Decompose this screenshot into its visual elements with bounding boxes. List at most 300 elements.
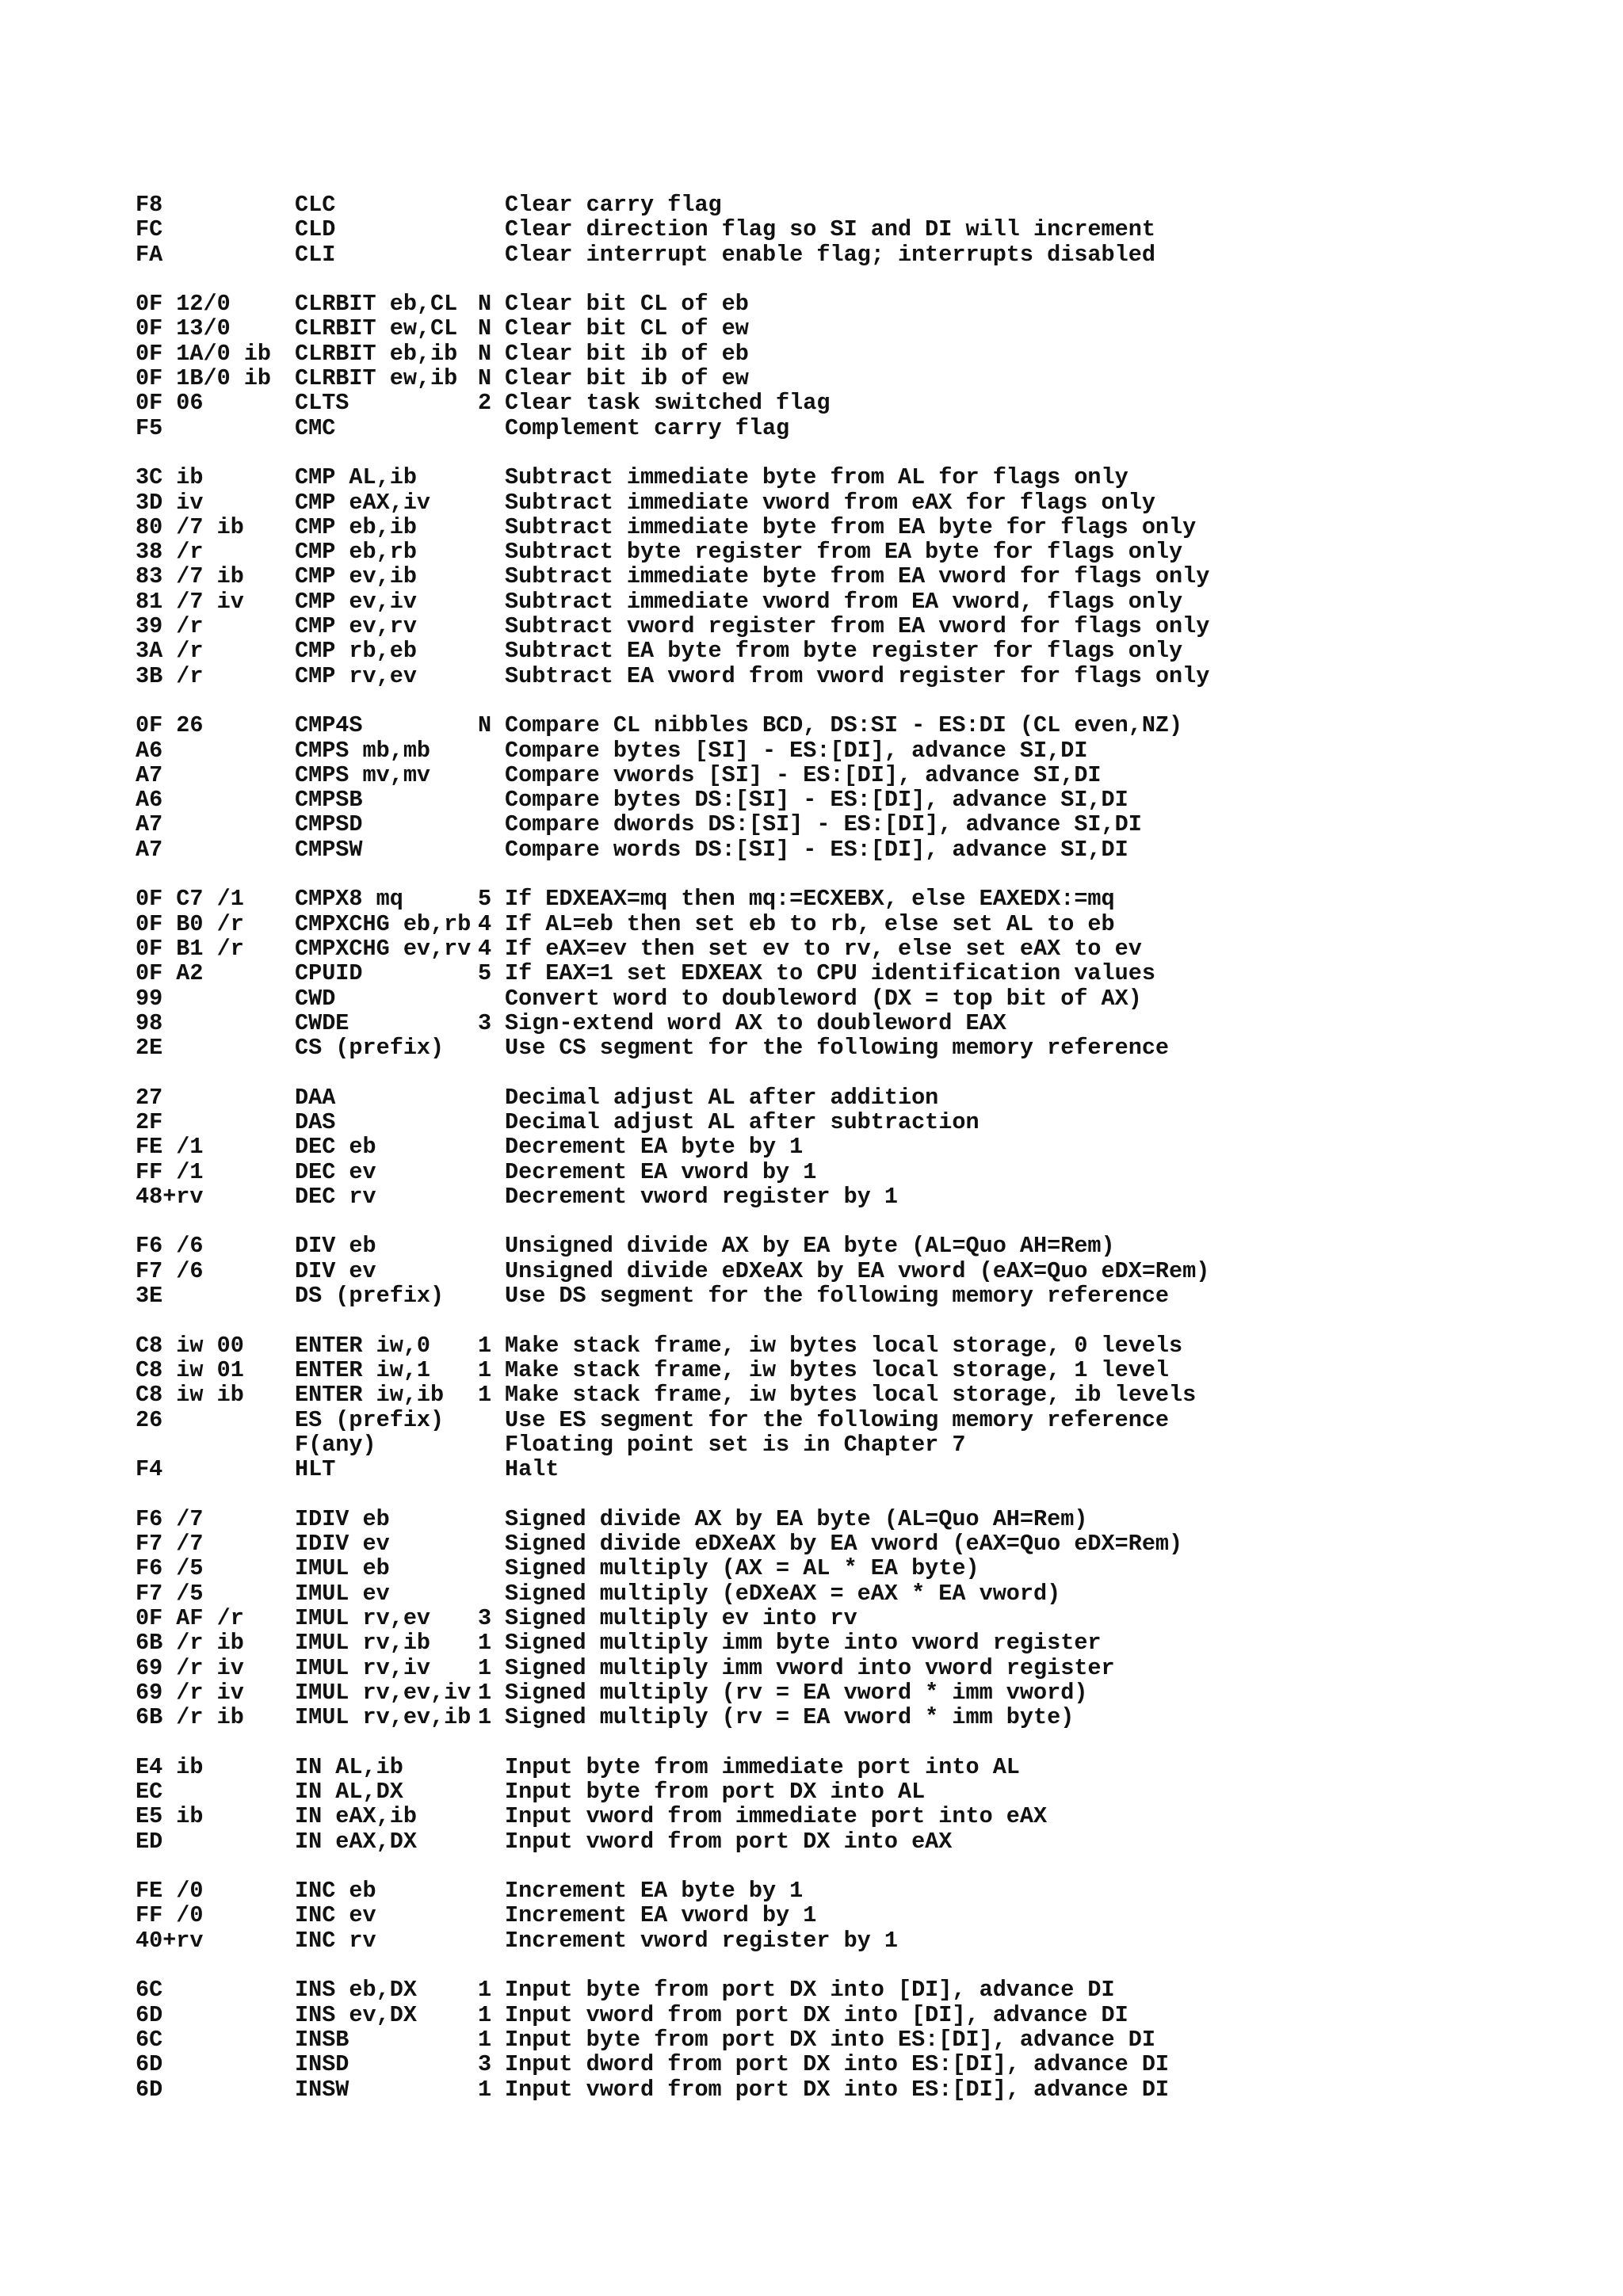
description-cell: Floating point set is in Chapter 7	[505, 1431, 966, 1458]
description-cell: Clear carry flag	[505, 192, 722, 218]
instruction-row	[136, 242, 1578, 267]
opcode-cell: FE /1	[136, 1134, 204, 1161]
processor-flag-cell	[478, 1581, 505, 1606]
opcode-cell: 0F 1A/0 ib	[136, 340, 272, 367]
opcode-cell: F7 /7	[136, 1531, 204, 1558]
opcode-cell: 2F	[136, 1108, 163, 1135]
processor-flag-cell	[478, 763, 505, 788]
processor-flag-cell	[478, 837, 505, 862]
instruction-row	[136, 986, 1578, 1011]
processor-flag-cell	[478, 1408, 505, 1432]
opcode-cell: 0F B1 /r	[136, 935, 244, 962]
processor-flag-cell	[478, 416, 505, 441]
description-cell: Increment EA vword by 1	[505, 1902, 817, 1929]
group-separator	[136, 688, 1578, 713]
description-cell: Clear bit ib of eb	[505, 340, 749, 367]
processor-flag-cell	[478, 1085, 505, 1110]
opcode-cell: 0F AF /r	[136, 1604, 244, 1631]
opcode-cell: 83 /7 ib	[136, 563, 244, 590]
processor-flag-cell	[478, 465, 505, 490]
instruction-row	[136, 1110, 1578, 1135]
group-separator	[136, 1953, 1578, 1978]
description-cell: Subtract immediate vword from EA vword, flags only	[505, 588, 1183, 615]
processor-flag-cell: 3	[478, 1009, 492, 1036]
instruction-cell: DIV ev	[295, 1257, 376, 1284]
processor-flag-cell: 1	[478, 1382, 492, 1409]
instruction-cell: CLD	[295, 216, 336, 243]
instruction-row	[136, 1630, 1578, 1655]
instruction-row	[136, 490, 1578, 515]
description-cell: Increment vword register by 1	[505, 1927, 898, 1954]
group-separator	[136, 1209, 1578, 1234]
instruction-cell: CWDE	[295, 1009, 349, 1036]
instruction-cell: CPUID	[295, 960, 363, 987]
instruction-cell: CLRBIT eb,CL	[295, 291, 458, 318]
instruction-cell: CMP eAX,iv	[295, 489, 431, 516]
opcode-cell: 98	[136, 1009, 163, 1036]
processor-flag-cell: 1	[478, 1630, 492, 1657]
instruction-row	[136, 1755, 1578, 1779]
description-cell: Clear bit CL of ew	[505, 315, 749, 342]
instruction-row	[136, 1184, 1578, 1209]
instruction-cell: CLRBIT eb,ib	[295, 340, 458, 367]
description-cell: Input byte from port DX into [DI], advance DI	[505, 1977, 1115, 2004]
instruction-row	[136, 416, 1578, 441]
description-cell: Clear bit ib of ew	[505, 365, 749, 392]
instruction-row	[136, 193, 1578, 217]
opcode-cell: F6 /6	[136, 1233, 204, 1260]
instruction-cell: DS (prefix)	[295, 1283, 445, 1310]
description-cell: If eAX=ev then set ev to rv, else set eAX to ev	[505, 935, 1142, 962]
instruction-cell: IDIV ev	[295, 1531, 390, 1558]
instruction-row	[136, 1878, 1578, 1903]
description-cell: Decrement EA byte by 1	[505, 1134, 804, 1161]
opcode-cell: 80 /7 ib	[136, 513, 244, 540]
instruction-cell: CWD	[295, 985, 336, 1012]
description-cell: Compare words DS:[SI] - ES:[DI], advance SI,DI	[505, 836, 1128, 863]
instruction-cell: IN eAX,ib	[295, 1803, 417, 1830]
opcode-cell: ED	[136, 1828, 163, 1855]
instruction-row	[136, 1160, 1578, 1184]
instruction-cell: CMP4S	[295, 712, 363, 739]
instruction-row	[136, 1507, 1578, 1531]
description-cell: Input byte from port DX into ES:[DI], advance DI	[505, 2026, 1155, 2053]
processor-flag-cell	[478, 1507, 505, 1531]
processor-flag-cell: 1	[478, 1356, 492, 1383]
opcode-cell: 6B /r ib	[136, 1704, 244, 1731]
description-cell: Subtract EA vword from vword register for flags only	[505, 662, 1210, 689]
processor-flag-cell	[478, 1878, 505, 1903]
instruction-row	[136, 1581, 1578, 1606]
description-cell: Clear bit CL of eb	[505, 291, 749, 318]
description-cell: If EAX=1 set EDXEAX to CPU identification values	[505, 960, 1155, 987]
instruction-cell: INS ev,DX	[295, 2001, 417, 2028]
instruction-row	[136, 1531, 1578, 1556]
instruction-row	[136, 812, 1578, 837]
instruction-cell: CMP rv,ev	[295, 662, 417, 689]
opcode-cell: 48+rv	[136, 1183, 204, 1210]
opcode-cell: 2E	[136, 1035, 163, 1062]
opcode-listing	[136, 193, 1578, 2102]
description-cell: Subtract immediate byte from EA vword for flags only	[505, 563, 1210, 590]
instruction-row	[136, 1408, 1578, 1432]
instruction-row	[136, 1680, 1578, 1705]
opcode-cell: F4	[136, 1456, 163, 1483]
instruction-cell: DEC rv	[295, 1183, 376, 1210]
opcode-cell: 3D iv	[136, 489, 204, 516]
processor-flag-cell: N	[478, 340, 492, 367]
description-cell: Signed multiply (rv = EA vword * imm vword)	[505, 1679, 1088, 1706]
opcode-cell: F7 /6	[136, 1257, 204, 1284]
opcode-cell: A7	[136, 836, 163, 863]
processor-flag-cell	[478, 564, 505, 589]
description-cell: Make stack frame, iw bytes local storage, 1 level	[505, 1356, 1170, 1383]
opcode-cell: 27	[136, 1084, 163, 1111]
instruction-cell: CMPSW	[295, 836, 363, 863]
instruction-row	[136, 589, 1578, 614]
instruction-cell: IDIV eb	[295, 1505, 390, 1532]
instruction-cell: CMP ev,rv	[295, 613, 417, 640]
processor-flag-cell: 4	[478, 910, 492, 937]
description-cell: Decrement EA vword by 1	[505, 1158, 817, 1185]
instruction-cell: CMPXCHG ev,rv	[295, 935, 472, 962]
opcode-cell: C8 iw ib	[136, 1382, 244, 1409]
description-cell: Compare CL nibbles BCD, DS:SI - ES:DI (CL even,NZ)	[505, 712, 1183, 739]
description-cell: If EDXEAX=mq then mq:=ECXEBX, else EAXEDX:=mq	[505, 886, 1115, 913]
instruction-row	[136, 664, 1578, 688]
opcode-cell: FA	[136, 241, 163, 268]
description-cell: Complement carry flag	[505, 414, 790, 441]
instruction-row	[136, 763, 1578, 788]
description-cell: Use DS segment for the following memory reference	[505, 1283, 1170, 1310]
description-cell: Compare dwords DS:[SI] - ES:[DI], advance SI,DI	[505, 811, 1142, 838]
description-cell: Decimal adjust AL after addition	[505, 1084, 939, 1111]
instruction-cell: CMPS mv,mv	[295, 761, 431, 788]
instruction-cell: INS eb,DX	[295, 1977, 417, 2004]
processor-flag-cell: 5	[478, 960, 492, 987]
description-cell: Signed multiply imm vword into vword register	[505, 1654, 1115, 1681]
instruction-cell: INC rv	[295, 1927, 376, 1954]
opcode-cell: 0F 1B/0 ib	[136, 365, 272, 392]
processor-flag-cell	[478, 1804, 505, 1829]
opcode-cell: C8 iw 01	[136, 1356, 244, 1383]
instruction-cell: CS (prefix)	[295, 1035, 445, 1062]
instruction-cell: CLTS	[295, 390, 349, 417]
description-cell: Subtract immediate byte from AL for flags only	[505, 464, 1128, 491]
instruction-row	[136, 1358, 1578, 1383]
instruction-cell: DAA	[295, 1084, 336, 1111]
opcode-cell: 0F A2	[136, 960, 204, 987]
description-cell: Signed multiply (rv = EA vword * imm byte)	[505, 1704, 1075, 1731]
instruction-row	[136, 1556, 1578, 1581]
description-cell: Input dword from port DX into ES:[DI], advance DI	[505, 2051, 1170, 2078]
instruction-cell: CLRBIT ew,CL	[295, 315, 458, 342]
processor-flag-cell	[478, 788, 505, 812]
opcode-cell: C8 iw 00	[136, 1332, 244, 1359]
opcode-cell: A6	[136, 787, 163, 814]
group-separator	[136, 1482, 1578, 1506]
instruction-cell: CLI	[295, 241, 336, 268]
instruction-row	[136, 1035, 1578, 1060]
instruction-row	[136, 1804, 1578, 1829]
opcode-cell: 3E	[136, 1283, 163, 1310]
description-cell: Use CS segment for the following memory reference	[505, 1035, 1170, 1062]
opcode-cell	[136, 1432, 295, 1457]
instruction-cell: IMUL rv,ev	[295, 1604, 431, 1631]
instruction-row	[136, 1779, 1578, 1804]
instruction-cell: INC eb	[295, 1878, 376, 1905]
instruction-cell: CMPX8 mq	[295, 886, 403, 913]
opcode-cell: 6B /r ib	[136, 1630, 244, 1657]
instruction-cell: IMUL rv,iv	[295, 1654, 431, 1681]
instruction-cell: IN AL,ib	[295, 1753, 403, 1780]
instruction-row	[136, 1234, 1578, 1258]
instruction-cell: DEC eb	[295, 1134, 376, 1161]
instruction-row	[136, 1333, 1578, 1358]
instruction-cell: IMUL rv,ev,ib	[295, 1704, 472, 1731]
processor-flag-cell	[478, 1556, 505, 1581]
group-separator	[136, 1060, 1578, 1085]
processor-flag-cell: 3	[478, 2051, 492, 2078]
instruction-row	[136, 465, 1578, 490]
processor-flag-cell	[478, 812, 505, 837]
instruction-row	[136, 1928, 1578, 1953]
processor-flag-cell	[478, 1755, 505, 1779]
instruction-row	[136, 2003, 1578, 2027]
instruction-row	[136, 614, 1578, 639]
description-cell: Input vword from port DX into eAX	[505, 1828, 953, 1855]
instruction-row	[136, 639, 1578, 663]
instruction-cell: F(any)	[295, 1431, 376, 1458]
instruction-cell: CMPSB	[295, 787, 363, 814]
processor-flag-cell	[478, 1035, 505, 1060]
description-cell: Clear interrupt enable flag; interrupts disabled	[505, 241, 1155, 268]
instruction-row	[136, 1085, 1578, 1110]
description-cell: Halt	[505, 1456, 559, 1483]
processor-flag-cell	[478, 986, 505, 1011]
opcode-cell: 39 /r	[136, 613, 204, 640]
processor-flag-cell: 1	[478, 2076, 492, 2103]
group-separator	[136, 1854, 1578, 1878]
instruction-cell: CMP AL,ib	[295, 464, 417, 491]
instruction-row	[136, 738, 1578, 763]
description-cell: Subtract EA byte from byte register for flags only	[505, 638, 1183, 665]
instruction-row	[136, 1829, 1578, 1854]
processor-flag-cell: N	[478, 712, 492, 739]
instruction-row	[136, 837, 1578, 862]
instruction-row	[136, 391, 1578, 415]
instruction-cell: IMUL eb	[295, 1555, 390, 1582]
instruction-cell: CMP ev,ib	[295, 563, 417, 590]
group-separator	[136, 1730, 1578, 1754]
instruction-cell: IMUL ev	[295, 1580, 390, 1607]
instruction-row	[136, 1656, 1578, 1680]
description-cell: Clear direction flag so SI and DI will increment	[505, 216, 1155, 243]
opcode-cell: F7 /5	[136, 1580, 204, 1607]
instruction-cell: CMP eb,ib	[295, 513, 417, 540]
description-cell: Make stack frame, iw bytes local storage, 0 levels	[505, 1332, 1183, 1359]
instruction-row	[136, 1978, 1578, 2002]
instruction-cell: CMPS mb,mb	[295, 737, 431, 764]
opcode-cell: 0F 06	[136, 390, 204, 417]
instruction-cell: ENTER iw,1	[295, 1356, 431, 1383]
instruction-row	[136, 2052, 1578, 2077]
opcode-cell: A7	[136, 761, 163, 788]
processor-flag-cell	[478, 540, 505, 564]
instruction-row	[136, 366, 1578, 391]
description-cell: Convert word to doubleword (DX = top bit of AX)	[505, 985, 1142, 1012]
processor-flag-cell	[478, 1903, 505, 1928]
instruction-row	[136, 1457, 1578, 1482]
instruction-row	[136, 912, 1578, 936]
opcode-cell: 99	[136, 985, 163, 1012]
processor-flag-cell: 4	[478, 935, 492, 962]
description-cell: Increment EA byte by 1	[505, 1878, 804, 1905]
instruction-row	[136, 515, 1578, 540]
instruction-row	[136, 961, 1578, 986]
processor-flag-cell	[478, 614, 505, 639]
opcode-cell: 0F 13/0	[136, 315, 231, 342]
instruction-row	[136, 540, 1578, 564]
opcode-cell: 6C	[136, 2026, 163, 2053]
processor-flag-cell: N	[478, 291, 492, 318]
opcode-cell: 0F 12/0	[136, 291, 231, 318]
instruction-row	[136, 1903, 1578, 1928]
processor-flag-cell: 1	[478, 2001, 492, 2028]
instruction-cell: INSD	[295, 2051, 349, 2078]
processor-flag-cell	[478, 1135, 505, 1159]
description-cell: Subtract immediate vword from eAX for flags only	[505, 489, 1155, 516]
processor-flag-cell: 1	[478, 1679, 492, 1706]
processor-flag-cell	[478, 242, 505, 267]
processor-flag-cell: N	[478, 365, 492, 392]
group-separator	[136, 441, 1578, 465]
opcode-cell: EC	[136, 1779, 163, 1805]
description-cell: Decrement vword register by 1	[505, 1183, 898, 1210]
opcode-cell: 69 /r iv	[136, 1654, 244, 1681]
description-cell: Unsigned divide eDXeAX by EA vword (eAX=Quo eDX=Rem)	[505, 1257, 1210, 1284]
instruction-cell: INSW	[295, 2076, 349, 2103]
processor-flag-cell	[478, 217, 505, 242]
instruction-row	[136, 788, 1578, 812]
opcode-cell: F5	[136, 414, 163, 441]
description-cell: Signed divide eDXeAX by EA vword (eAX=Quo eDX=Rem)	[505, 1531, 1183, 1558]
description-cell: Signed divide AX by EA byte (AL=Quo AH=Rem)	[505, 1505, 1088, 1532]
processor-flag-cell	[478, 1779, 505, 1804]
processor-flag-cell	[478, 1160, 505, 1184]
opcode-cell: E4 ib	[136, 1753, 204, 1780]
description-cell: Decimal adjust AL after subtraction	[505, 1108, 980, 1135]
description-cell: Compare bytes [SI] - ES:[DI], advance SI,DI	[505, 737, 1088, 764]
instruction-row	[136, 217, 1578, 242]
instruction-row	[136, 1011, 1578, 1035]
opcode-cell: 3C ib	[136, 464, 204, 491]
description-cell: Sign-extend word AX to doubleword EAX	[505, 1009, 1006, 1036]
opcode-cell: 6C	[136, 1977, 163, 2004]
description-cell: Compare vwords [SI] - ES:[DI], advance SI,DI	[505, 761, 1102, 788]
processor-flag-cell: 1	[478, 1977, 492, 2004]
description-cell: Unsigned divide AX by EA byte (AL=Quo AH=Rem)	[505, 1233, 1115, 1260]
opcode-cell: 0F C7 /1	[136, 886, 244, 913]
description-cell: If AL=eb then set eb to rb, else set AL to eb	[505, 910, 1115, 937]
instruction-row	[136, 316, 1578, 341]
instruction-cell: IMUL rv,ev,iv	[295, 1679, 472, 1706]
instruction-cell: CMPSD	[295, 811, 363, 838]
opcode-cell: 6D	[136, 2076, 163, 2103]
opcode-cell: FF /0	[136, 1902, 204, 1929]
instruction-row	[136, 887, 1578, 911]
description-cell: Input byte from immediate port into AL	[505, 1753, 1020, 1780]
instruction-row	[136, 1383, 1578, 1407]
processor-flag-cell	[478, 589, 505, 614]
instruction-cell: IN eAX,DX	[295, 1828, 417, 1855]
processor-flag-cell	[478, 515, 505, 540]
group-separator	[136, 267, 1578, 292]
description-cell: Input vword from port DX into ES:[DI], advance DI	[505, 2076, 1170, 2103]
processor-flag-cell	[478, 1234, 505, 1258]
instruction-cell: DEC ev	[295, 1158, 376, 1185]
processor-flag-cell: 1	[478, 1704, 492, 1731]
opcode-cell: A6	[136, 737, 163, 764]
processor-flag-cell	[478, 639, 505, 663]
instruction-row	[136, 1432, 1578, 1457]
opcode-cell: FE /0	[136, 1878, 204, 1905]
description-cell: Input vword from immediate port into eAX	[505, 1803, 1048, 1830]
group-separator	[136, 1308, 1578, 1333]
opcode-cell: 6D	[136, 2001, 163, 2028]
instruction-cell: HLT	[295, 1456, 336, 1483]
opcode-cell: FC	[136, 216, 163, 243]
group-separator	[136, 862, 1578, 887]
instruction-row	[136, 713, 1578, 738]
instruction-row	[136, 936, 1578, 961]
description-cell: Signed multiply (AX = AL * EA byte)	[505, 1555, 980, 1582]
description-cell: Input byte from port DX into AL	[505, 1779, 926, 1805]
processor-flag-cell	[478, 738, 505, 763]
description-cell: Signed multiply ev into rv	[505, 1604, 857, 1631]
instruction-cell: ES (prefix)	[295, 1406, 445, 1433]
instruction-row	[136, 292, 1578, 316]
description-cell: Signed multiply (eDXeAX = eAX * EA vword)	[505, 1580, 1061, 1607]
description-cell: Input vword from port DX into [DI], advance DI	[505, 2001, 1128, 2028]
instruction-cell: CMP eb,rb	[295, 539, 417, 566]
processor-flag-cell: 3	[478, 1604, 492, 1631]
description-cell: Compare bytes DS:[SI] - ES:[DI], advance SI,DI	[505, 787, 1128, 814]
opcode-cell: F6 /7	[136, 1505, 204, 1532]
processor-flag-cell	[478, 1457, 505, 1482]
opcode-cell: 3A /r	[136, 638, 204, 665]
description-cell: Signed multiply imm byte into vword register	[505, 1630, 1102, 1657]
instruction-cell: ENTER iw,ib	[295, 1382, 445, 1409]
instruction-cell: DAS	[295, 1108, 336, 1135]
processor-flag-cell	[478, 490, 505, 515]
opcode-cell: 38 /r	[136, 539, 204, 566]
opcode-cell: F6 /5	[136, 1555, 204, 1582]
instruction-cell: CLRBIT ew,ib	[295, 365, 458, 392]
instruction-cell: CMP ev,iv	[295, 588, 417, 615]
opcode-cell: F8	[136, 192, 163, 218]
instruction-row	[136, 1606, 1578, 1630]
opcode-cell: 0F 26	[136, 712, 204, 739]
processor-flag-cell	[478, 1531, 505, 1556]
description-cell: Subtract vword register from EA vword for flags only	[505, 613, 1210, 640]
instruction-cell: ENTER iw,0	[295, 1332, 431, 1359]
instruction-row	[136, 1705, 1578, 1730]
opcode-cell: 0F B0 /r	[136, 910, 244, 937]
instruction-cell: IN AL,DX	[295, 1779, 403, 1805]
processor-flag-cell: 1	[478, 1654, 492, 1681]
opcode-cell: 40+rv	[136, 1927, 204, 1954]
